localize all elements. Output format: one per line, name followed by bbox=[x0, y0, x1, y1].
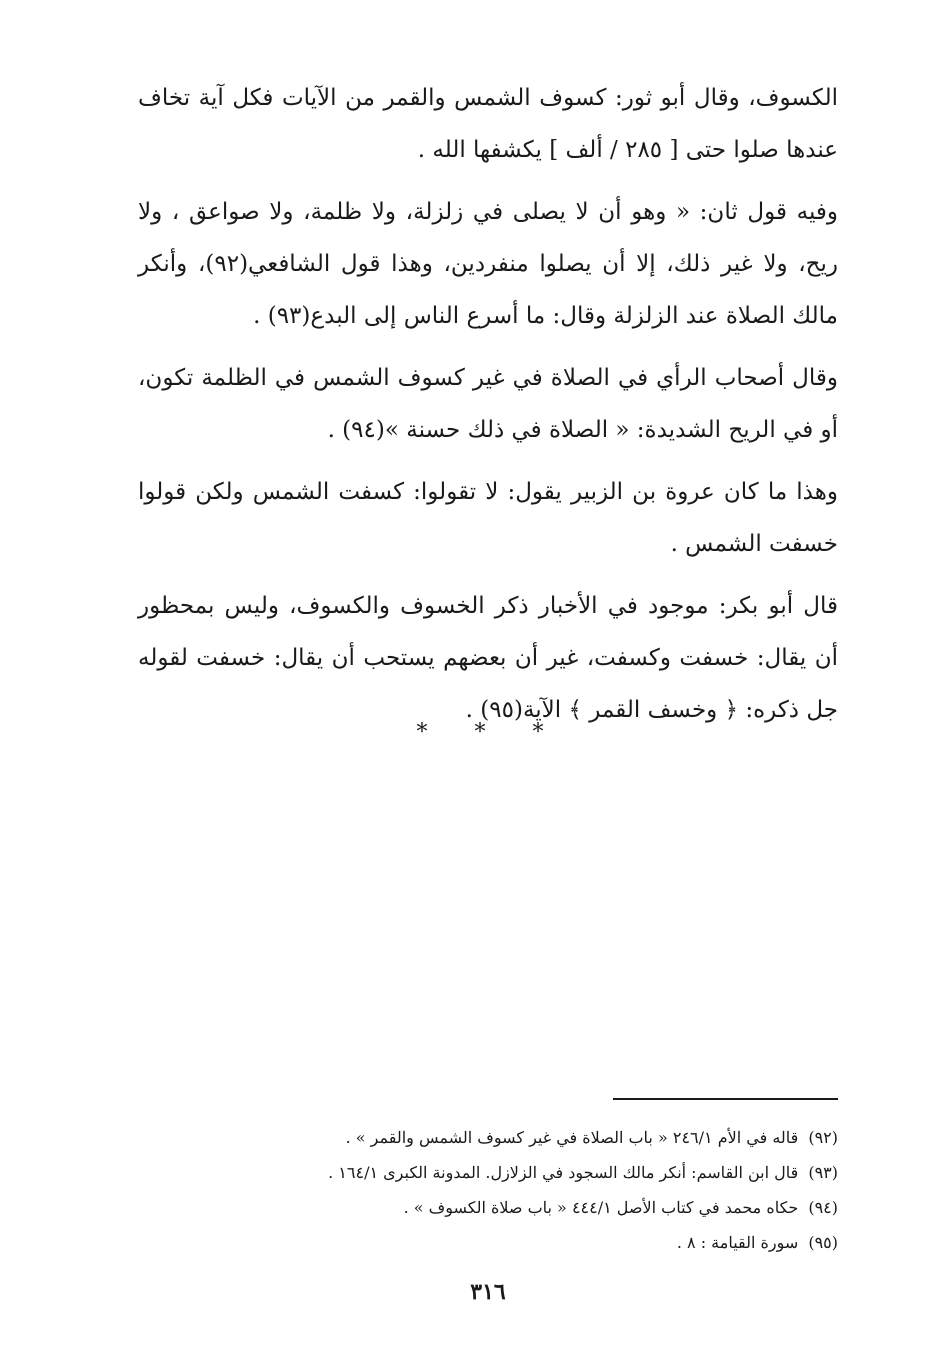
page bbox=[138, 72, 838, 1312]
footnote-number: (٩٢) bbox=[808, 1128, 838, 1147]
footnote-text: حكاه محمد في كتاب الأصل ٤٤٤/١ « باب صلاة الكسوف » . bbox=[403, 1198, 799, 1217]
footnote-95 bbox=[138, 1225, 838, 1260]
footnote-divider bbox=[613, 1098, 838, 1100]
footnote-text: قاله في الأم ٢٤٦/١ « باب الصلاة في غير كسوف الشمس والقمر » . bbox=[345, 1128, 799, 1147]
paragraph-5: قال أبو بكر: موجود في الأخبار ذكر الخسوف والكسوف، وليس بمحظور أن يقال: خسفت وكسفت، غير أن بعضهم يستحب أن يقال: خسفت لقوله جل ذكره: ﴿ وخسف القمر ﴾ الآية(٩٥) . bbox=[138, 593, 838, 723]
footnote-94 bbox=[138, 1190, 838, 1225]
footnote-number: (٩٣) bbox=[808, 1163, 838, 1182]
paragraph-1: الكسوف، وقال أبو ثور: كسوف الشمس والقمر من الآيات فكل آية تخاف عندها صلوا حتى [ ٢٨٥ / ألف ] يكشفها الله . bbox=[138, 85, 838, 163]
paragraph-2: وفيه قول ثان: « وهو أن لا يصلى في زلزلة، ولا ظلمة، ولا صواعق ، ولا ريح، ولا غير ذلك، إلا أن يصلوا منفردين، وهذا قول الشافعي(٩٢)، وأنكر مالك الصلاة عند الزلزلة وقال: ما أسرع الناس إلى البدع(٩٣) . bbox=[138, 199, 838, 329]
page-number: ٣١٦ bbox=[470, 1279, 506, 1305]
asterisk-icon: * bbox=[474, 720, 502, 745]
footnote-number: (٩٤) bbox=[808, 1198, 838, 1217]
main-text bbox=[138, 72, 838, 736]
footnote-number: (٩٥) bbox=[808, 1233, 838, 1252]
footnote-text: سورة القيامة : ٨ . bbox=[676, 1233, 799, 1252]
paragraph-4: وهذا ما كان عروة بن الزبير يقول: لا تقولوا: كسفت الشمس ولكن قولوا خسفت الشمس . bbox=[138, 479, 838, 557]
asterisk-icon: * bbox=[532, 720, 560, 745]
section-separator bbox=[138, 720, 838, 745]
asterisk-icon: * bbox=[416, 720, 444, 745]
footnote-text: قال ابن القاسم: أنكر مالك السجود في الزلازل. المدونة الكبرى ١٦٤/١ . bbox=[328, 1163, 799, 1182]
footnote-92 bbox=[138, 1120, 838, 1155]
paragraph-3: وقال أصحاب الرأي في الصلاة في غير كسوف الشمس في الظلمة تكون، أو في الريح الشديدة: « الصلاة في ذلك حسنة »(٩٤) . bbox=[138, 365, 838, 443]
footnotes bbox=[138, 1120, 838, 1260]
footnote-93 bbox=[138, 1155, 838, 1190]
